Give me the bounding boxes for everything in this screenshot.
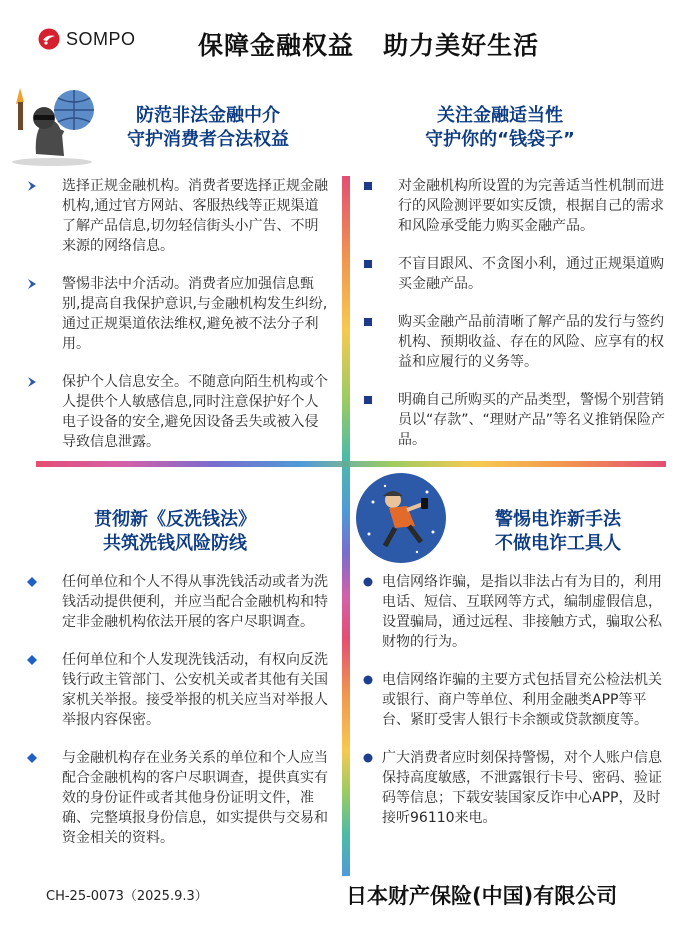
list-item	[26, 274, 332, 354]
list-item-text: 明确自己所购买的产品类型，警惕个别营销员以“存款”、“理财产品”等名义推销保险产品。	[398, 392, 666, 448]
quadrant-4-title-line-1: 警惕电诈新手法	[495, 509, 621, 530]
sompo-logo	[38, 28, 136, 50]
list-item-text: 电信网络诈骗，是指以非法占有为目的，利用电话、短信、互联网等方式，编制虚假信息，设置骗局，通过远程、非接触方式，骗取公私财物的行为。	[382, 574, 662, 650]
list-item	[362, 254, 672, 294]
dot-bullet-icon	[362, 674, 374, 686]
logo-text: SOMPO	[66, 28, 136, 49]
list-item	[26, 748, 334, 848]
list-item-text: 保护个人信息安全。不随意向陌生机构或个人提供个人敏感信息,同时注意保护好个人电子设备的安全,避免因设备丢失或被入侵导致信息泄露。	[62, 374, 328, 450]
arrow-bullet-icon	[26, 278, 38, 290]
page-header	[0, 0, 700, 80]
page-headline: 保障金融权益 助力美好生活	[198, 31, 540, 60]
quadrant-4-title-line-2: 不做电诈工具人	[495, 533, 621, 554]
quadrant-4-title	[458, 508, 658, 556]
quadrant-4-list	[362, 572, 670, 846]
quadrant-3-list	[26, 572, 334, 866]
arrow-bullet-icon	[26, 180, 38, 192]
list-item-text: 选择正规金融机构。消费者要选择正规金融机构,通过官方网站、客服热线等正规渠道了解产品信息,切勿轻信街头小广告、不明来源的网络信息。	[62, 178, 328, 254]
list-item-text: 电信网络诈骗的主要方式包括冒充公检法机关或银行、商户等单位、利用金融类APP等平台、紧盯受害人银行卡余额或贷款额度等。	[382, 672, 662, 728]
quadrant-2-list	[362, 176, 672, 468]
list-item-text: 对金融机构所设置的为完善适当性机制而进行的风险测评要如实反馈，根据自己的需求和风险承受能力购买金融产品。	[398, 178, 664, 234]
document-code: CH-25-0073（2025.9.3）	[46, 889, 208, 904]
vertical-divider	[342, 176, 350, 876]
dot-bullet-icon	[362, 752, 374, 764]
list-item	[26, 372, 332, 452]
list-item	[362, 748, 670, 828]
list-item	[362, 176, 672, 236]
list-item	[26, 176, 332, 256]
quadrant-1-title-line-2: 守护消费者合法权益	[127, 129, 289, 150]
company-name: 日本财产保险(中国)有限公司	[346, 884, 618, 908]
list-item	[362, 670, 670, 730]
fraudster-running-illustration	[355, 472, 447, 564]
list-item-text: 不盲目跟风、不贪图小利，通过正规渠道购买金融产品。	[398, 256, 664, 292]
square-bullet-icon	[362, 180, 374, 192]
quadrant-3-title	[60, 508, 290, 556]
diamond-bullet-icon	[26, 654, 38, 666]
list-item	[26, 650, 334, 730]
quadrant-1-list	[26, 176, 332, 470]
list-item-text: 广大消费者应时刻保持警惕，对个人账户信息保持高度敏感，不泄露银行卡号、密码、验证码等信息；下载安装国家反诈中心APP，及时接听96110来电。	[382, 750, 662, 826]
diamond-bullet-icon	[26, 752, 38, 764]
list-item-text: 任何单位和个人发现洗钱活动，有权向反洗钱行政主管部门、公安机关或者其他有关国家机关举报。接受举报的机关应当对举报人举报内容保密。	[62, 652, 328, 728]
quadrant-2-title-line-2: 守护你的“钱袋子”	[425, 129, 575, 150]
list-item-text: 购买金融产品前清晰了解产品的发行与签约机构、预期收益、存在的风险、应享有的权益和应履行的义务等。	[398, 314, 664, 370]
list-item	[362, 312, 672, 372]
arrow-bullet-icon	[26, 376, 38, 388]
sompo-logo-icon	[38, 28, 60, 50]
quadrant-2-title	[380, 104, 620, 152]
list-item	[362, 572, 670, 652]
list-item-text: 与金融机构存在业务关系的单位和个人应当配合金融机构的客户尽职调查，提供真实有效的身份证件或者其他身份证明文件，准确、完整填报身份信息，如实提供与交易和资金相关的资料。	[62, 750, 328, 846]
quadrant-1-title-line-1: 防范非法金融中介	[136, 105, 280, 126]
list-item-text: 任何单位和个人不得从事洗钱活动或者为洗钱活动提供便利，并应当配合金融机构和特定非金融机构依法开展的客户尽职调查。	[62, 574, 328, 630]
quadrant-2-title-line-1: 关注金融适当性	[437, 105, 563, 126]
list-item	[362, 390, 672, 450]
diamond-bullet-icon	[26, 576, 38, 588]
quadrant-1-title	[98, 104, 318, 152]
dot-bullet-icon	[362, 576, 374, 588]
thief-with-globe-illustration	[6, 84, 98, 166]
quadrant-3-title-line-2: 共筑洗钱风险防线	[103, 533, 247, 554]
square-bullet-icon	[362, 316, 374, 328]
square-bullet-icon	[362, 258, 374, 270]
square-bullet-icon	[362, 394, 374, 406]
quadrant-3-title-line-1: 贯彻新《反洗钱法》	[94, 509, 256, 530]
list-item	[26, 572, 334, 632]
list-item-text: 警惕非法中介活动。消费者应加强信息甄别,提高自我保护意识,与金融机构发生纠纷,通过正规渠道依法维权,避免被不法分子利用。	[62, 276, 328, 352]
